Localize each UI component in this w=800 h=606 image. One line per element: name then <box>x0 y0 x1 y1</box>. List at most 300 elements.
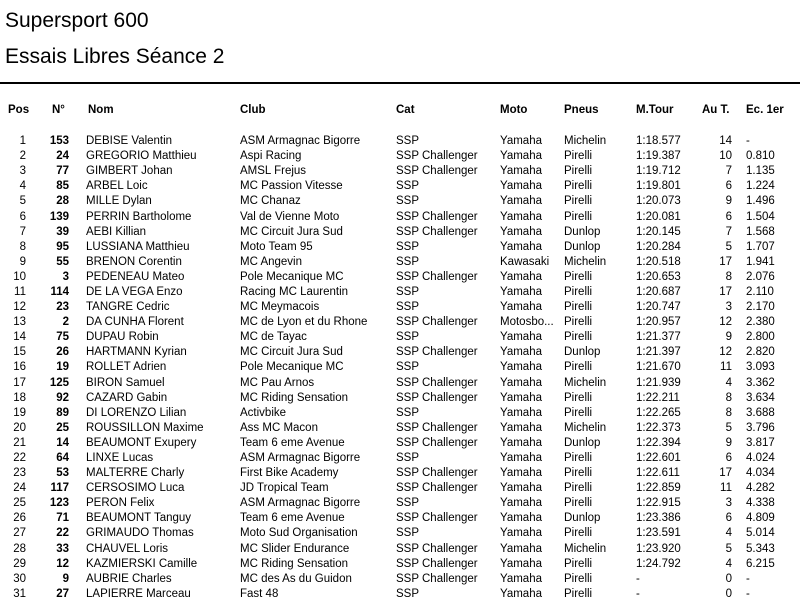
category-cell: SSP <box>396 587 500 602</box>
rider-name-cell: LUSSIANA Matthieu <box>86 240 240 255</box>
category-cell: SSP <box>396 179 500 194</box>
header-tyres: Pneus <box>564 104 599 116</box>
lap-count-cell: 17 <box>702 255 746 270</box>
number-cell: 39 <box>40 225 86 240</box>
table-row <box>0 315 800 330</box>
number-cell: 14 <box>40 436 86 451</box>
position-cell: 10 <box>0 270 40 285</box>
category-cell: SSP Challenger <box>396 436 500 451</box>
position-cell: 26 <box>0 511 40 526</box>
best-lap-cell: 1:20.518 <box>636 255 702 270</box>
best-lap-cell: 1:20.284 <box>636 240 702 255</box>
position-cell: 15 <box>0 345 40 360</box>
rider-name-cell: BEAUMONT Exupery <box>86 436 240 451</box>
gap-cell: 3.634 <box>746 391 800 406</box>
gap-cell: 4.024 <box>746 451 800 466</box>
header-best-lap: M.Tour <box>636 104 674 116</box>
best-lap-cell: 1:23.386 <box>636 511 702 526</box>
number-cell: 75 <box>40 330 86 345</box>
gap-cell: 1.504 <box>746 209 800 224</box>
position-cell: 2 <box>0 149 40 164</box>
number-cell: 85 <box>40 179 86 194</box>
tyres-cell: Dunlop <box>564 345 636 360</box>
lap-count-cell: 12 <box>702 345 746 360</box>
rider-name-cell: AEBI Killian <box>86 225 240 240</box>
bike-cell: Yamaha <box>500 526 564 541</box>
best-lap-cell: - <box>636 587 702 602</box>
club-cell: ASM Armagnac Bigorre <box>240 134 396 149</box>
lap-count-cell: 4 <box>702 526 746 541</box>
table-row <box>0 194 800 209</box>
tyres-cell: Michelin <box>564 376 636 391</box>
header-number: N° <box>52 104 65 116</box>
bike-cell: Yamaha <box>500 240 564 255</box>
gap-cell: 3.796 <box>746 421 800 436</box>
category-cell: SSP <box>396 240 500 255</box>
bike-cell: Yamaha <box>500 345 564 360</box>
position-cell: 11 <box>0 285 40 300</box>
number-cell: 27 <box>40 587 86 602</box>
club-cell: AMSL Frejus <box>240 164 396 179</box>
rider-name-cell: PEDENEAU Mateo <box>86 270 240 285</box>
table-row <box>0 285 800 300</box>
category-cell: SSP <box>396 406 500 421</box>
category-cell: SSP <box>396 255 500 270</box>
gap-cell: 2.820 <box>746 345 800 360</box>
gap-cell: 1.135 <box>746 164 800 179</box>
gap-cell: 2.076 <box>746 270 800 285</box>
position-cell: 3 <box>0 164 40 179</box>
header-club: Club <box>240 104 266 116</box>
lap-count-cell: 12 <box>702 315 746 330</box>
category-cell: SSP Challenger <box>396 270 500 285</box>
gap-cell: 1.707 <box>746 240 800 255</box>
tyres-cell: Pirelli <box>564 466 636 481</box>
number-cell: 28 <box>40 194 86 209</box>
position-cell: 27 <box>0 526 40 541</box>
category-cell: SSP <box>396 330 500 345</box>
tyres-cell: Pirelli <box>564 209 636 224</box>
table-row <box>0 164 800 179</box>
header-pos: Pos <box>8 104 30 116</box>
club-cell: MC de Lyon et du Rhone <box>240 315 396 330</box>
gap-cell: 3.688 <box>746 406 800 421</box>
number-cell: 53 <box>40 466 86 481</box>
category-cell: SSP Challenger <box>396 164 500 179</box>
position-cell: 18 <box>0 391 40 406</box>
bike-cell: Yamaha <box>500 436 564 451</box>
category-cell: SSP Challenger <box>396 542 500 557</box>
club-cell: MC de Tayac <box>240 330 396 345</box>
gap-cell: 1.941 <box>746 255 800 270</box>
club-cell: Moto Team 95 <box>240 240 396 255</box>
tyres-cell: Michelin <box>564 134 636 149</box>
tyres-cell: Pirelli <box>564 557 636 572</box>
bike-cell: Motosbo... <box>500 315 564 330</box>
rider-name-cell: DI LORENZO Lilian <box>86 406 240 421</box>
number-cell: 89 <box>40 406 86 421</box>
bike-cell: Yamaha <box>500 421 564 436</box>
number-cell: 19 <box>40 360 86 375</box>
tyres-cell: Dunlop <box>564 511 636 526</box>
category-cell: SSP Challenger <box>396 225 500 240</box>
number-cell: 3 <box>40 270 86 285</box>
lap-count-cell: 11 <box>702 360 746 375</box>
rider-name-cell: DEBISE Valentin <box>86 134 240 149</box>
gap-cell: 4.809 <box>746 511 800 526</box>
position-cell: 30 <box>0 572 40 587</box>
rider-name-cell: DUPAU Robin <box>86 330 240 345</box>
category-cell: SSP <box>396 285 500 300</box>
tyres-cell: Pirelli <box>564 572 636 587</box>
club-cell: Team 6 eme Avenue <box>240 511 396 526</box>
lap-count-cell: 11 <box>702 481 746 496</box>
gap-cell: - <box>746 572 800 587</box>
number-cell: 33 <box>40 542 86 557</box>
rider-name-cell: GREGORIO Matthieu <box>86 149 240 164</box>
category-cell: SSP Challenger <box>396 466 500 481</box>
position-cell: 29 <box>0 557 40 572</box>
rider-name-cell: GRIMAUDO Thomas <box>86 526 240 541</box>
table-row <box>0 542 800 557</box>
lap-count-cell: 6 <box>702 209 746 224</box>
lap-count-cell: 3 <box>702 496 746 511</box>
rider-name-cell: BRENON Corentin <box>86 255 240 270</box>
bike-cell: Yamaha <box>500 134 564 149</box>
lap-count-cell: 0 <box>702 572 746 587</box>
tyres-cell: Michelin <box>564 421 636 436</box>
rider-name-cell: DA CUNHA Florent <box>86 315 240 330</box>
category-cell: SSP <box>396 451 500 466</box>
gap-cell: 1.224 <box>746 179 800 194</box>
tyres-cell: Pirelli <box>564 481 636 496</box>
gap-cell: 0.810 <box>746 149 800 164</box>
best-lap-cell: 1:21.397 <box>636 345 702 360</box>
number-cell: 26 <box>40 345 86 360</box>
gap-cell: 5.014 <box>746 526 800 541</box>
rider-name-cell: DE LA VEGA Enzo <box>86 285 240 300</box>
table-row <box>0 300 800 315</box>
category-cell: SSP <box>396 496 500 511</box>
club-cell: Pole Mecanique MC <box>240 270 396 285</box>
bike-cell: Yamaha <box>500 209 564 224</box>
rider-name-cell: ARBEL Loic <box>86 179 240 194</box>
lap-count-cell: 17 <box>702 285 746 300</box>
lap-count-cell: 8 <box>702 406 746 421</box>
gap-cell: 2.800 <box>746 330 800 345</box>
bike-cell: Yamaha <box>500 300 564 315</box>
tyres-cell: Pirelli <box>564 391 636 406</box>
gap-cell: 6.215 <box>746 557 800 572</box>
tyres-cell: Pirelli <box>564 179 636 194</box>
lap-count-cell: 4 <box>702 557 746 572</box>
best-lap-cell: 1:20.073 <box>636 194 702 209</box>
position-cell: 14 <box>0 330 40 345</box>
tyres-cell: Pirelli <box>564 330 636 345</box>
category-cell: SSP Challenger <box>396 315 500 330</box>
category-cell: SSP Challenger <box>396 391 500 406</box>
tyres-cell: Pirelli <box>564 360 636 375</box>
best-lap-cell: 1:22.601 <box>636 451 702 466</box>
position-cell: 13 <box>0 315 40 330</box>
tyres-cell: Pirelli <box>564 285 636 300</box>
session-title: Essais Libres Séance 2 <box>5 45 225 68</box>
bike-cell: Yamaha <box>500 194 564 209</box>
bike-cell: Yamaha <box>500 164 564 179</box>
rider-name-cell: CERSOSIMO Luca <box>86 481 240 496</box>
table-row <box>0 240 800 255</box>
club-cell: Moto Sud Organisation <box>240 526 396 541</box>
position-cell: 9 <box>0 255 40 270</box>
lap-count-cell: 9 <box>702 330 746 345</box>
category-cell: SSP Challenger <box>396 209 500 224</box>
rider-name-cell: CHAUVEL Loris <box>86 542 240 557</box>
category-cell: SSP Challenger <box>396 149 500 164</box>
bike-cell: Yamaha <box>500 225 564 240</box>
table-row <box>0 134 800 149</box>
best-lap-cell: 1:20.145 <box>636 225 702 240</box>
table-row <box>0 255 800 270</box>
number-cell: 64 <box>40 451 86 466</box>
lap-count-cell: 14 <box>702 134 746 149</box>
number-cell: 92 <box>40 391 86 406</box>
header-name: Nom <box>88 104 114 116</box>
position-cell: 23 <box>0 466 40 481</box>
position-cell: 12 <box>0 300 40 315</box>
gap-cell: 4.338 <box>746 496 800 511</box>
gap-cell: 3.817 <box>746 436 800 451</box>
position-cell: 25 <box>0 496 40 511</box>
table-row <box>0 511 800 526</box>
lap-count-cell: 5 <box>702 421 746 436</box>
tyres-cell: Pirelli <box>564 300 636 315</box>
rider-name-cell: CAZARD Gabin <box>86 391 240 406</box>
lap-count-cell: 6 <box>702 451 746 466</box>
category-cell: SSP <box>396 134 500 149</box>
tyres-cell: Michelin <box>564 542 636 557</box>
best-lap-cell: 1:20.081 <box>636 209 702 224</box>
gap-cell: 5.343 <box>746 542 800 557</box>
table-row <box>0 481 800 496</box>
rider-name-cell: MALTERRE Charly <box>86 466 240 481</box>
lap-count-cell: 5 <box>702 542 746 557</box>
club-cell: MC Riding Sensation <box>240 391 396 406</box>
rider-name-cell: ROLLET Adrien <box>86 360 240 375</box>
bike-cell: Kawasaki <box>500 255 564 270</box>
tyres-cell: Pirelli <box>564 526 636 541</box>
number-cell: 95 <box>40 240 86 255</box>
table-row <box>0 376 800 391</box>
category-cell: SSP Challenger <box>396 557 500 572</box>
rider-name-cell: ROUSSILLON Maxime <box>86 421 240 436</box>
header-lap-count: Au T. <box>702 104 730 116</box>
club-cell: ASM Armagnac Bigorre <box>240 496 396 511</box>
header-bike: Moto <box>500 104 528 116</box>
bike-cell: Yamaha <box>500 149 564 164</box>
tyres-cell: Pirelli <box>564 451 636 466</box>
number-cell: 22 <box>40 526 86 541</box>
best-lap-cell: 1:23.591 <box>636 526 702 541</box>
table-header-row <box>0 100 800 120</box>
category-cell: SSP Challenger <box>396 421 500 436</box>
rider-name-cell: LAPIERRE Marceau <box>86 587 240 602</box>
club-cell: Fast 48 <box>240 587 396 602</box>
tyres-cell: Dunlop <box>564 240 636 255</box>
lap-count-cell: 5 <box>702 240 746 255</box>
bike-cell: Yamaha <box>500 542 564 557</box>
club-cell: MC Riding Sensation <box>240 557 396 572</box>
position-cell: 16 <box>0 360 40 375</box>
table-row <box>0 330 800 345</box>
number-cell: 117 <box>40 481 86 496</box>
gap-cell: - <box>746 134 800 149</box>
table-row <box>0 360 800 375</box>
tyres-cell: Pirelli <box>564 315 636 330</box>
club-cell: MC Slider Endurance <box>240 542 396 557</box>
gap-cell: 4.282 <box>746 481 800 496</box>
club-cell: MC Meymacois <box>240 300 396 315</box>
table-row <box>0 572 800 587</box>
rider-name-cell: GIMBERT Johan <box>86 164 240 179</box>
club-cell: MC Angevin <box>240 255 396 270</box>
bike-cell: Yamaha <box>500 360 564 375</box>
club-cell: MC Pau Arnos <box>240 376 396 391</box>
position-cell: 17 <box>0 376 40 391</box>
bike-cell: Yamaha <box>500 406 564 421</box>
category-cell: SSP <box>396 194 500 209</box>
header-divider <box>0 82 800 84</box>
table-row <box>0 421 800 436</box>
best-lap-cell: 1:22.211 <box>636 391 702 406</box>
tyres-cell: Pirelli <box>564 149 636 164</box>
best-lap-cell: 1:22.915 <box>636 496 702 511</box>
position-cell: 8 <box>0 240 40 255</box>
best-lap-cell: 1:19.801 <box>636 179 702 194</box>
rider-name-cell: MILLE Dylan <box>86 194 240 209</box>
club-cell: ASM Armagnac Bigorre <box>240 451 396 466</box>
club-cell: First Bike Academy <box>240 466 396 481</box>
bike-cell: Yamaha <box>500 557 564 572</box>
position-cell: 24 <box>0 481 40 496</box>
table-row <box>0 179 800 194</box>
bike-cell: Yamaha <box>500 511 564 526</box>
best-lap-cell: - <box>636 572 702 587</box>
category-cell: SSP Challenger <box>396 481 500 496</box>
gap-cell: 3.093 <box>746 360 800 375</box>
category-cell: SSP Challenger <box>396 572 500 587</box>
lap-count-cell: 7 <box>702 225 746 240</box>
tyres-cell: Dunlop <box>564 436 636 451</box>
bike-cell: Yamaha <box>500 376 564 391</box>
table-row <box>0 391 800 406</box>
number-cell: 55 <box>40 255 86 270</box>
table-row <box>0 451 800 466</box>
lap-count-cell: 3 <box>702 300 746 315</box>
rider-name-cell: HARTMANN Kyrian <box>86 345 240 360</box>
table-row <box>0 345 800 360</box>
best-lap-cell: 1:20.653 <box>636 270 702 285</box>
rider-name-cell: TANGRE Cedric <box>86 300 240 315</box>
number-cell: 12 <box>40 557 86 572</box>
rider-name-cell: BIRON Samuel <box>86 376 240 391</box>
best-lap-cell: 1:21.670 <box>636 360 702 375</box>
bike-cell: Yamaha <box>500 270 564 285</box>
bike-cell: Yamaha <box>500 481 564 496</box>
gap-cell: 1.568 <box>746 225 800 240</box>
best-lap-cell: 1:24.792 <box>636 557 702 572</box>
position-cell: 21 <box>0 436 40 451</box>
best-lap-cell: 1:23.920 <box>636 542 702 557</box>
number-cell: 114 <box>40 285 86 300</box>
tyres-cell: Dunlop <box>564 225 636 240</box>
best-lap-cell: 1:22.373 <box>636 421 702 436</box>
lap-count-cell: 8 <box>702 270 746 285</box>
gap-cell: 3.362 <box>746 376 800 391</box>
tyres-cell: Pirelli <box>564 587 636 602</box>
table-row <box>0 436 800 451</box>
category-cell: SSP <box>396 360 500 375</box>
number-cell: 23 <box>40 300 86 315</box>
club-cell: Ass MC Macon <box>240 421 396 436</box>
table-row <box>0 587 800 602</box>
number-cell: 123 <box>40 496 86 511</box>
lap-count-cell: 17 <box>702 466 746 481</box>
bike-cell: Yamaha <box>500 496 564 511</box>
gap-cell: 1.496 <box>746 194 800 209</box>
best-lap-cell: 1:18.577 <box>636 134 702 149</box>
position-cell: 22 <box>0 451 40 466</box>
table-row <box>0 209 800 224</box>
table-row <box>0 526 800 541</box>
lap-count-cell: 8 <box>702 391 746 406</box>
tyres-cell: Pirelli <box>564 496 636 511</box>
tyres-cell: Pirelli <box>564 270 636 285</box>
category-cell: SSP <box>396 526 500 541</box>
lap-count-cell: 6 <box>702 511 746 526</box>
bike-cell: Yamaha <box>500 285 564 300</box>
club-cell: Pole Mecanique MC <box>240 360 396 375</box>
category-cell: SSP <box>396 300 500 315</box>
rider-name-cell: BEAUMONT Tanguy <box>86 511 240 526</box>
results-table <box>0 100 800 602</box>
rider-name-cell: LINXE Lucas <box>86 451 240 466</box>
number-cell: 77 <box>40 164 86 179</box>
table-row <box>0 270 800 285</box>
rider-name-cell: PERRIN Bartholome <box>86 209 240 224</box>
number-cell: 125 <box>40 376 86 391</box>
best-lap-cell: 1:22.859 <box>636 481 702 496</box>
gap-cell: 2.110 <box>746 285 800 300</box>
tyres-cell: Pirelli <box>564 164 636 179</box>
club-cell: Team 6 eme Avenue <box>240 436 396 451</box>
club-cell: Racing MC Laurentin <box>240 285 396 300</box>
position-cell: 20 <box>0 421 40 436</box>
best-lap-cell: 1:19.712 <box>636 164 702 179</box>
bike-cell: Yamaha <box>500 572 564 587</box>
best-lap-cell: 1:22.394 <box>636 436 702 451</box>
position-cell: 1 <box>0 134 40 149</box>
lap-count-cell: 10 <box>702 149 746 164</box>
gap-cell: 2.380 <box>746 315 800 330</box>
table-row <box>0 406 800 421</box>
gap-cell: 2.170 <box>746 300 800 315</box>
number-cell: 153 <box>40 134 86 149</box>
lap-count-cell: 0 <box>702 587 746 602</box>
best-lap-cell: 1:21.377 <box>636 330 702 345</box>
header-gap: Ec. 1er <box>746 104 784 116</box>
position-cell: 4 <box>0 179 40 194</box>
table-row <box>0 557 800 572</box>
